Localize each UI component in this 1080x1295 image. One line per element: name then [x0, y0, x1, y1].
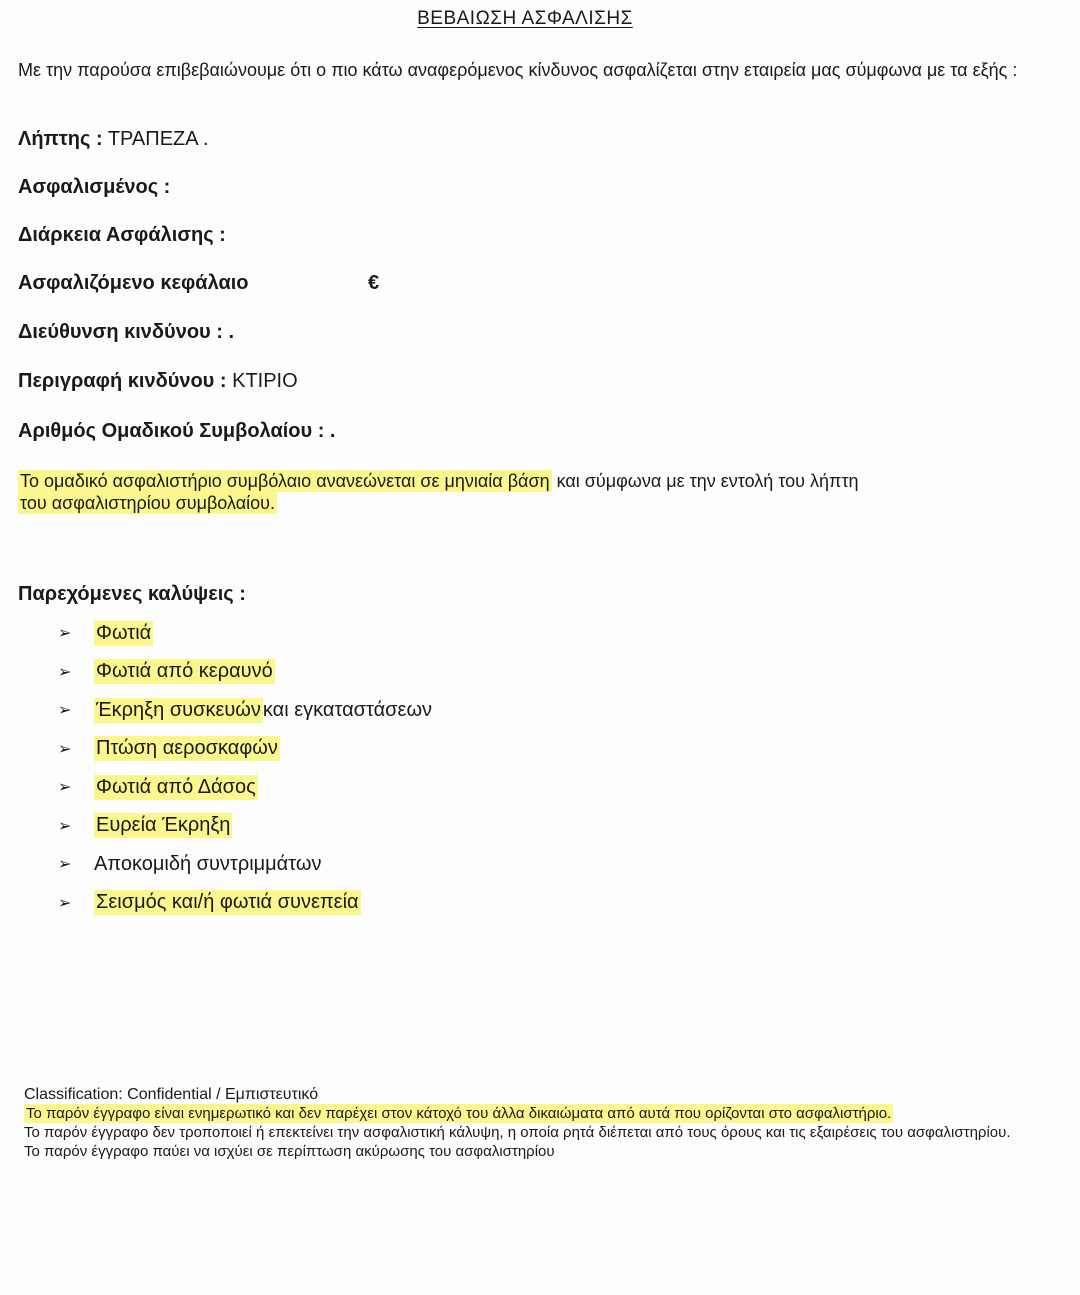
document-title: ΒΕΒΑΙΩΣΗ ΑΣΦΑΛΙΣΗΣ	[417, 8, 633, 29]
coverage-item	[58, 730, 432, 769]
policyholder-field	[18, 128, 209, 151]
policyholder-label: Λήπτης :	[18, 128, 103, 150]
disclaimer-line-1	[24, 1104, 1074, 1123]
risk-description-value: ΚΤΙΡΙΟ	[226, 370, 298, 392]
disclaimer-line-2: Το παρόν έγγραφο δεν τροποποιεί ή επεκτείνει την ασφαλιστική κάλυψη, η οποία ρητά διέπεται από τους όρους και τις εξαιρέσεις του ασφαλιστηρίου.	[24, 1124, 1011, 1141]
disclaimer-line-1-text: Το παρόν έγγραφο είναι ενημερωτικό και δεν παρέχει στον κάτοχό του άλλα δικαιώματα από αυτά που ορίζονται στο ασφαλιστήριο.	[26, 1105, 892, 1122]
coverage-item-text: Αποκομιδή συντριμμάτων	[94, 852, 322, 875]
coverage-item-text: Πτώση αεροσκαφών	[96, 737, 278, 760]
risk-description-label: Περιγραφή κινδύνου :	[18, 370, 227, 392]
coverage-item-extra: και εγκαταστάσεων	[262, 698, 433, 721]
arrow-bullet-icon: ➢	[58, 856, 72, 874]
arrow-bullet-icon: ➢	[58, 817, 72, 835]
coverage-item-text: Έκρηξη συσκευών	[96, 698, 261, 721]
coverage-item-text: Φωτιά	[96, 621, 152, 644]
arrow-bullet-icon: ➢	[58, 663, 72, 681]
arrow-bullet-icon: ➢	[58, 740, 72, 758]
coverages-heading: Παρεχόμενες καλύψεις :	[18, 583, 246, 605]
duration-field	[18, 224, 226, 247]
renewal-highlighted-text: Το ομαδικό ασφαλιστήριο συμβόλαιο ανανεώνεται σε μηνιαία βάση	[20, 471, 550, 491]
arrow-bullet-icon: ➢	[58, 702, 72, 720]
coverage-item	[58, 768, 432, 807]
coverage-item	[58, 614, 432, 653]
capital-label: Ασφαλιζόμενο κεφάλαιο	[18, 272, 249, 294]
group-policy-field	[18, 420, 336, 443]
capital-currency: €	[368, 272, 380, 294]
renewal-middle-text: και σύμφωνα με την εντολή του λήπτη	[551, 471, 859, 491]
renewal-highlighted-end: του ασφαλιστηρίου συμβολαίου.	[20, 493, 275, 513]
insured-label: Ασφαλισμένος :	[18, 176, 171, 198]
classification-label: Classification: Confidential / Εμπιστευτικό	[24, 1086, 319, 1103]
coverage-item-text: Ευρεία Έκρηξη	[96, 814, 231, 837]
duration-label: Διάρκεια Ασφάλισης :	[18, 224, 226, 246]
arrow-bullet-icon: ➢	[58, 894, 72, 912]
coverage-item-text: Φωτιά από Δάσος	[96, 775, 256, 798]
coverage-item-text: Σεισμός και/ή φωτιά συνεπεία	[96, 891, 359, 914]
intro-paragraph: Με την παρούσα επιβεβαιώνουμε ότι ο πιο κάτω αναφερόμενος κίνδυνος ασφαλίζεται στην εταιρεία μας σύμφωνα με τα εξής :	[18, 60, 1018, 80]
coverage-item	[58, 845, 432, 884]
arrow-bullet-icon: ➢	[58, 625, 72, 643]
renewal-paragraph	[18, 470, 1048, 514]
arrow-bullet-icon: ➢	[58, 779, 72, 797]
coverage-list	[58, 614, 432, 922]
coverage-item	[58, 691, 432, 730]
coverage-item	[58, 653, 432, 692]
footer-disclaimer	[24, 1085, 1074, 1161]
coverage-item	[58, 884, 432, 923]
risk-description-field	[18, 370, 298, 393]
policyholder-value: ΤΡΑΠΕΖΑ .	[102, 128, 209, 150]
address-field	[18, 321, 234, 344]
disclaimer-line-3: Το παρόν έγγραφο παύει να ισχύει σε περίπτωση ακύρωσης του ασφαλιστηρίου	[24, 1143, 555, 1160]
group-policy-label: Αριθμός Ομαδικού Συμβολαίου : .	[18, 420, 336, 442]
insured-field	[18, 176, 170, 199]
coverage-item-text: Φωτιά από κεραυνό	[96, 660, 273, 683]
address-label: Διεύθυνση κινδύνου : .	[18, 321, 235, 343]
capital-field	[18, 272, 249, 295]
coverage-item	[58, 807, 432, 846]
